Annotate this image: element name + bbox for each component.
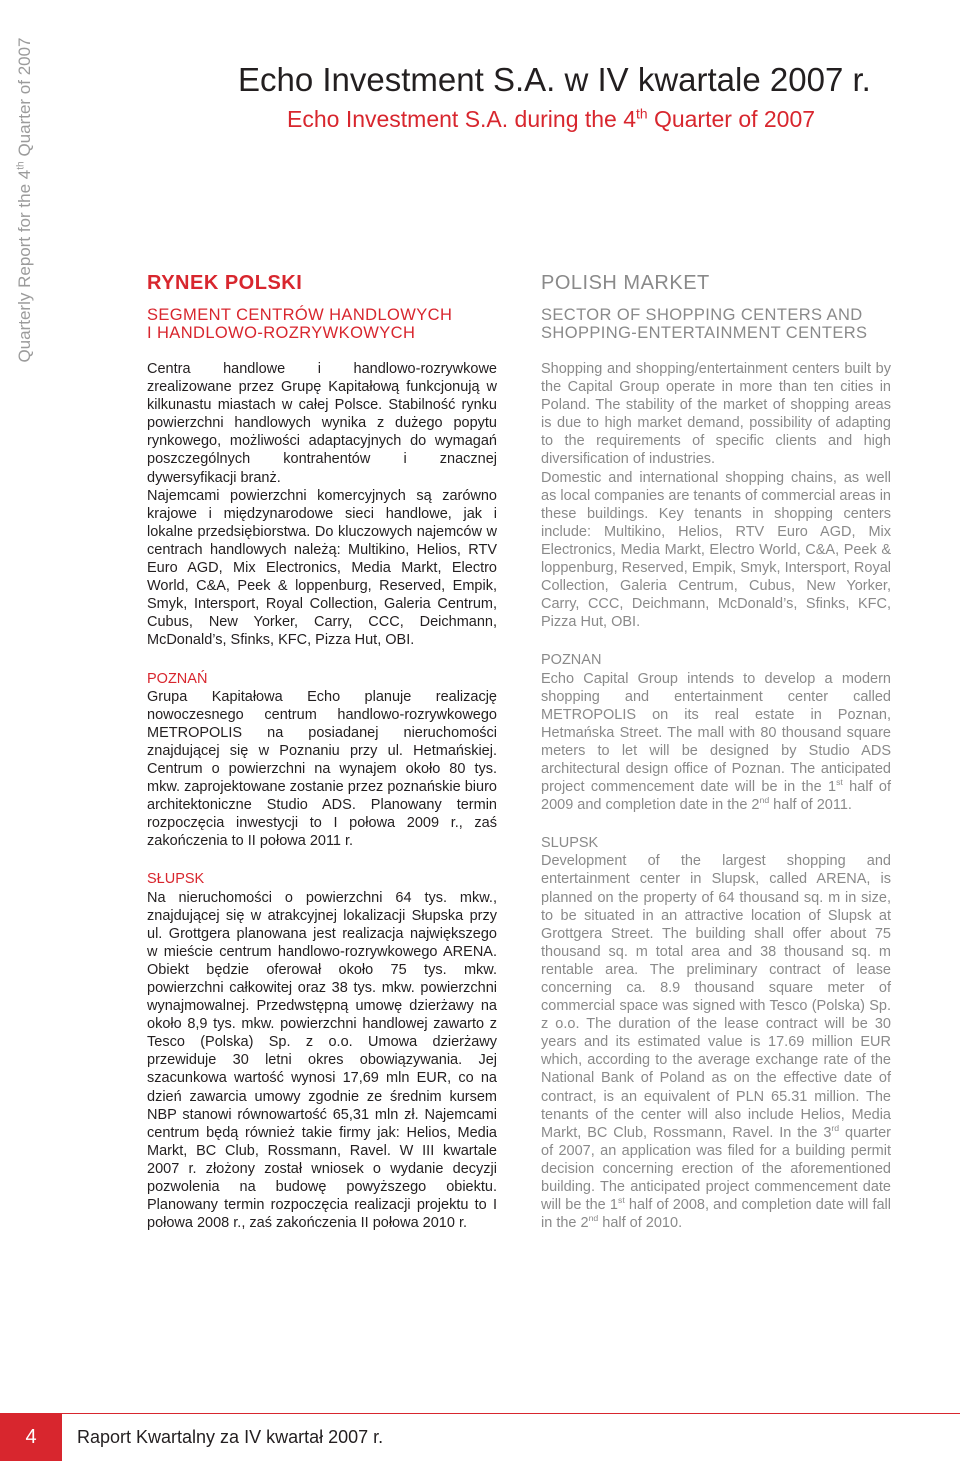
english-slupsk-sup-1: rd (831, 1122, 840, 1133)
polish-heading: RYNEK POLSKI (147, 272, 303, 294)
english-poznan-sup-1: st (836, 777, 843, 788)
english-slupsk-sup-3: nd (588, 1213, 599, 1224)
english-column (541, 270, 891, 1232)
subtitle-text: Echo Investment S.A. during the 4 (287, 106, 637, 132)
polish-slupsk-section (147, 870, 497, 1232)
side-label-superscript: th (15, 161, 27, 170)
side-running-header (12, 0, 38, 480)
polish-poznan-text: Grupa Kapitałowa Echo planuje realizację nowoczesnego centrum handlowo-rozrywkowego METROPOLIS na posiadanej nieruchomości znajdującej się w Poznaniu przy ul. Hetmańskiej. Centrum o powierzchni na wynajem około 80 tys. mkw. zaprojektowane zostanie przez poznańskie biuro architektoniczne Studio ADS. Planowany termin rozpoczęcia inwestycji to I połowa 2009 r., zaś zakończenia to II połowa 2011 r. (147, 688, 497, 850)
side-label-text-end: Quarter of 2007 (15, 37, 34, 162)
english-slupsk-text-d: half of 2010. (598, 1215, 683, 1232)
side-label-text: Quarterly Report for the 4 (15, 169, 34, 363)
english-poznan-sup-2: nd (759, 795, 770, 806)
polish-subheading (147, 306, 497, 342)
polish-slupsk-label: SŁUPSK (147, 871, 205, 888)
english-slupsk-text-a: Development of the largest shopping and entertainment center in Slupsk, called ARENA, is planned on the property of 64 thousand sq. m in size, to be situated in an attractive location of Slupsk at Grottgera Street. The building shall offer about 75 thousand sq. m total area and 38 thousand sq. m rentable area. The preliminary contract of lease concerning ca. 8.9 thousand square meter of commercial space was signed with Tesco (Polska) Sp. z o.o. The duration of the lease contract will be 30 years and its estimated value is 17.69 million EUR which, according to the average exchange rate of the National Bank of Poland as on the effective date of contract, is an equivalent of PLN 65.31 million. The tenants of the center will also include Helios, Media Markt, BC Club, Rossmann, Ravel. In the 3 (541, 853, 891, 1141)
english-slupsk-text-b: quarter of 2007, an application was filed for a building permit decision concerning erection of the aforementioned building. The anticipated project commencement date will be the 1 (541, 1124, 891, 1214)
english-intro-paragraph-1: Shopping and shopping/entertainment centers built by the Capital Group operate in more than ten cities in Poland. The stability of the market of shopping areas is due to high market demand, possibility of adapting to the requirements of specific clients and high diversification of industries. (541, 361, 891, 468)
subtitle-superscript: th (636, 106, 648, 122)
polish-column (147, 270, 497, 1232)
page-number: 4 (0, 1413, 62, 1461)
english-slupsk-section (541, 834, 891, 1232)
english-poznan-label: POZNAN (541, 652, 602, 669)
english-subheading (541, 306, 891, 342)
english-poznan-text-b: half of 2009 and completion date in the 2 (541, 779, 892, 814)
english-poznan-text (541, 670, 891, 815)
english-slupsk-label: SLUPSK (541, 835, 599, 852)
polish-poznan-label: POZNAŃ (147, 670, 208, 687)
polish-slupsk-text: Na nieruchomości o powierzchni 64 tys. mkw., znajdującej się w atrakcyjnej lokalizacji Słupska przy ul. Grottgera planowana jest realizacja największego w mieście centrum handlowo-rozrywkowego ARENA. Obiekt będzie oferował około 75 tys. mkw. powierzchni całkowitej oraz 38 tys. mkw. powierzchni wynajmowalnej. Przedwstępną umowę dzierżawy na około 8,9 tys. mkw. powierzchni handlowej zawarto z Tesco (Polska) Sp. z o.o. Umowa dzierżawy przewiduje 30 letni okres obowiązywania. Jej szacunkowa wartość wynosi 17,69 mln EUR, co na dzień zawarcia umowy zgodnie ze średnim kursem NBP stanowi równowartość 65,31 mln zł. Najemcami centrum będą również takie firmy jak: Helios, Media Markt, BC Club, Rossmann, Ravel. W III kwartale 2007 r. złożony został wniosek o wydanie decyzji pozwolenia na budowę powyższego obiektu. Planowany termin rozpoczęcia realizacji projektu to I połowa 2008 r., zaś zakończenia II połowa 2010 r. (147, 889, 497, 1232)
footer-rule (62, 1413, 960, 1414)
page-subtitle (287, 104, 816, 134)
english-poznan-section (541, 651, 891, 814)
english-slupsk-text-c: half of 2008, and completion date will fall in the 2 (541, 1197, 891, 1232)
english-subheading-line2: SHOPPING-ENTERTAINMENT CENTERS (541, 324, 868, 342)
polish-intro-paragraph-2: Najemcami powierzchni komercyjnych są zarówno krajowe i międzynarodowe sieci handlowe, jak i lokalne przedsiębiorstwa. Do kluczowych najemców w centrach handlowych należą: Multikino, Helios, RTV Euro AGD, Mix Electronics, Media Markt, Electro World, C&A, Peek & loppenburg, Reserved, Empik, Smyk, Intersport, Royal Collection, Galeria Centrum, Cubus, New Yorker, Carry, CCC, Deichmann, McDonald’s, Sfinks, KFC, Pizza Hut, OBI. (147, 487, 497, 649)
page-title: Echo Investment S.A. w IV kwartale 2007 r. (238, 61, 871, 98)
english-slupsk-sup-2: st (617, 1195, 625, 1206)
english-intro-paragraph-2: Domestic and international shopping chains, as well as local companies are tenants of commercial areas in these buildings. Key tenants in shopping centers include: Multikino, Helios, RTV Euro AGD, Mix Electronics, Media Markt, Electro World, C&A, Peek & loppenburg, Reserved, Empik, Smyk, Intersport, Royal Collection, Galeria Centrum, Cubus, New Yorker, Carry, CCC, Deichmann, McDonald’s, Sfinks, KFC, Pizza Hut, OBI. (541, 469, 891, 631)
polish-subheading-line2: I HANDLOWO-ROZRYWKOWYCH (147, 324, 416, 342)
polish-subheading-line1: SEGMENT CENTRÓW HANDLOWYCH (147, 306, 453, 324)
subtitle-text-end: Quarter of 2007 (647, 106, 816, 132)
polish-poznan-section (147, 670, 497, 851)
english-slupsk-text (541, 852, 891, 1232)
footer-title: Raport Kwartalny za IV kwartał 2007 r. (77, 1427, 384, 1447)
english-poznan-text-a: Echo Capital Group intends to develop a modern shopping and entertainment center called METROPOLIS on its real estate in Poznan, Hetmańska Street. The mall with 80 thousand square meters to let will be designed by Studio ADS architectural design office of Poznan. The anticipated project commencement date will be in the 1 (541, 670, 891, 796)
english-poznan-text-c: half of 2011. (769, 797, 852, 814)
polish-intro-paragraph-1: Centra handlowe i handlowo-rozrywkowe zrealizowane przez Grupę Kapitałową funkcjonują w kilkunastu miastach w całej Polsce. Stabilność rynku powierzchni handlowych wynika z dużego popytu rynkowego, możliwości adaptacyjnych do wymagań poszczególnych kontrahentów i znacznej dywersyfikacji branż. (147, 361, 497, 486)
english-heading: POLISH MARKET (541, 272, 710, 294)
english-subheading-line1: SECTOR OF SHOPPING CENTERS AND (541, 306, 863, 324)
